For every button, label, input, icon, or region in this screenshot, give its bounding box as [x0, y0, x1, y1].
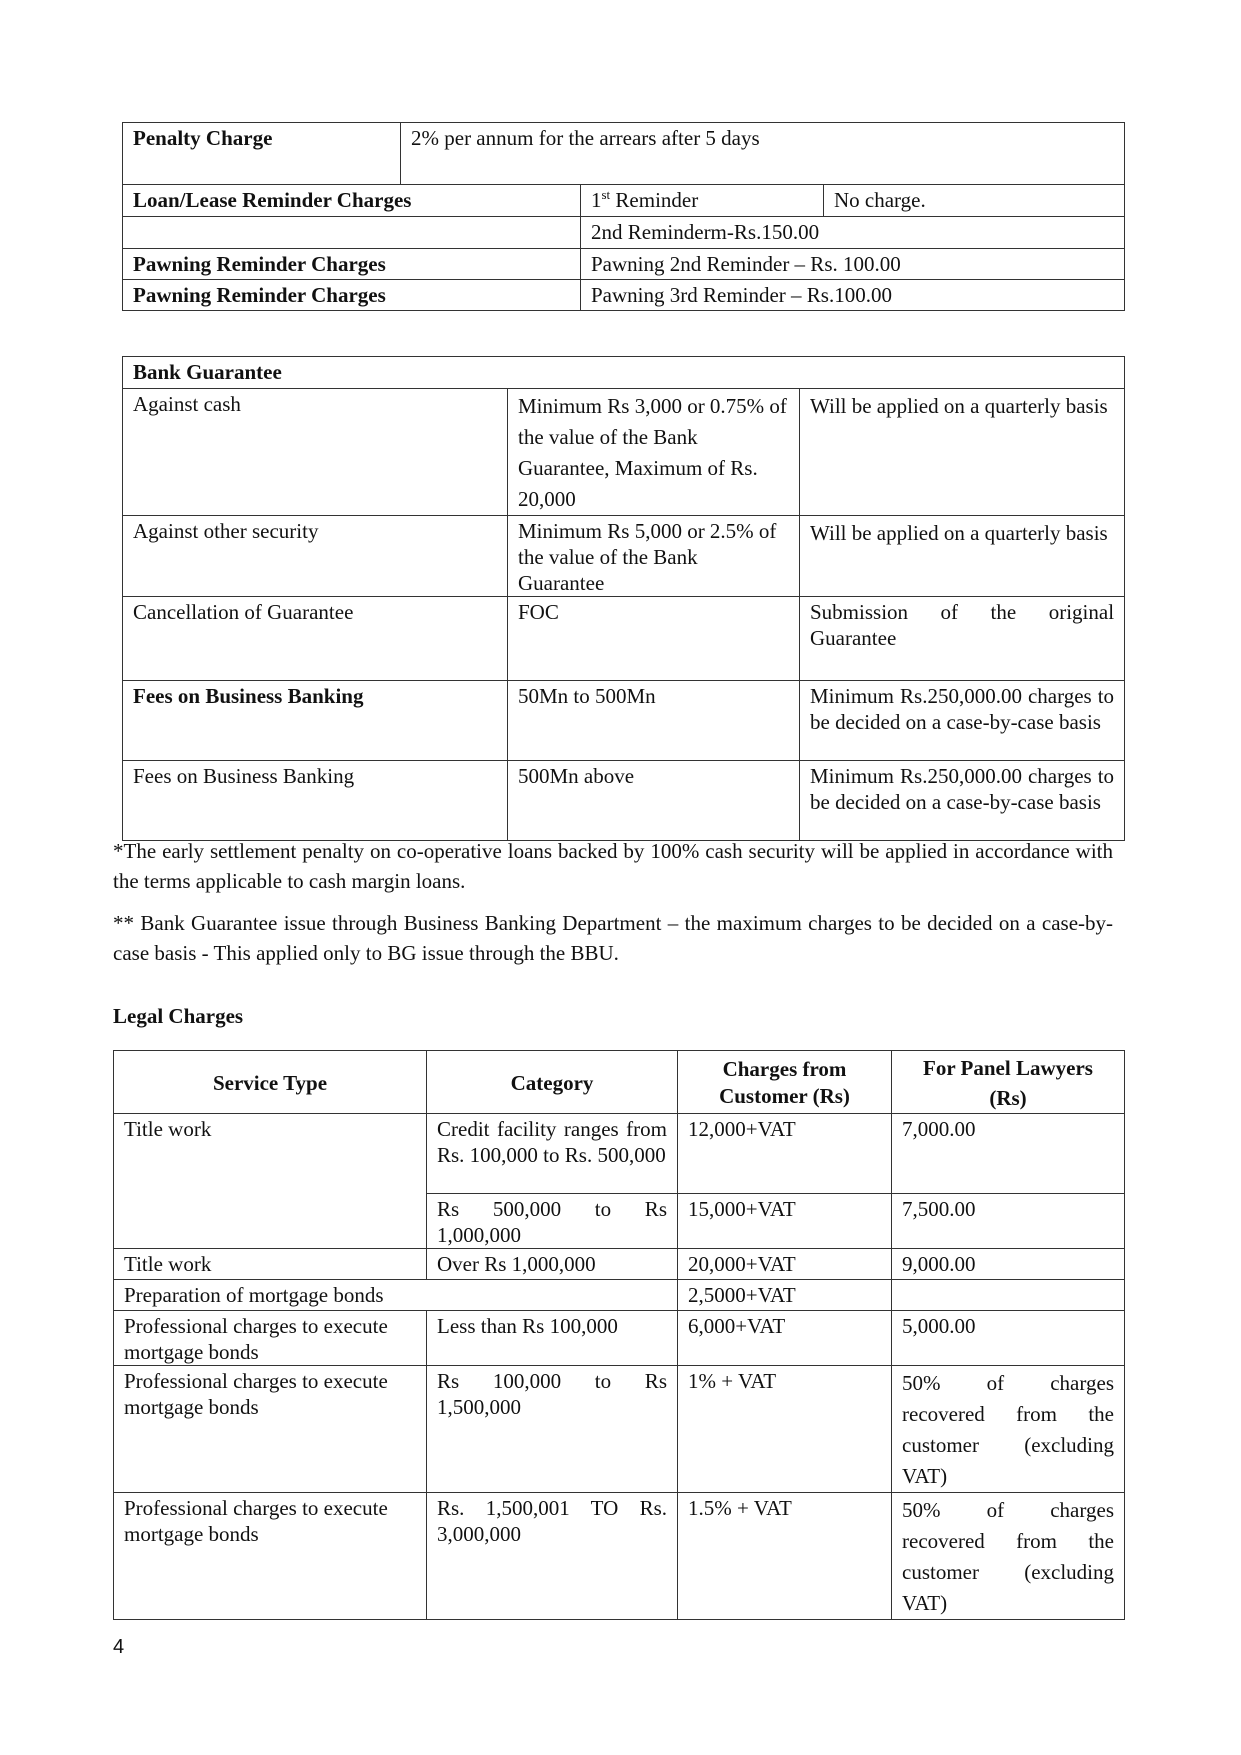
- bank-guarantee-title: Bank Guarantee: [123, 357, 1125, 389]
- service-type: Professional charges to execute mortgage bonds: [114, 1493, 427, 1620]
- guarantee-charge: Minimum Rs 5,000 or 2.5% of the value of the Bank Guarantee: [508, 516, 800, 597]
- lawyer-charge: 50% of charges recovered from the customer (excluding VAT): [892, 1493, 1125, 1620]
- footnotes: [113, 836, 1113, 968]
- table-row: [114, 1280, 1125, 1311]
- customer-charge: 1.5% + VAT: [678, 1493, 892, 1620]
- loan-lease-reminder-label: Loan/Lease Reminder Charges: [123, 185, 581, 217]
- lawyer-charge: 50% of charges recovered from the customer (excluding VAT): [892, 1366, 1125, 1493]
- category: Rs. 1,500,001 TO Rs. 3,000,000: [427, 1493, 678, 1620]
- customer-charge: 12,000+VAT: [678, 1114, 892, 1194]
- column-header: Charges from Customer (Rs): [678, 1051, 892, 1114]
- footnote-early-settlement: *The early settlement penalty on co-operative loans backed by 100% cash security will be applied in accordance with the terms applicable to cash margin loans.: [113, 839, 1113, 893]
- reminder-charges-table: [122, 122, 1125, 311]
- lawyer-charge: 9,000.00: [892, 1249, 1125, 1280]
- customer-charge: 1% + VAT: [678, 1366, 892, 1493]
- table-row: [114, 1249, 1125, 1280]
- first-reminder-label: 1st Reminder: [581, 185, 824, 217]
- customer-charge: 2,5000+VAT: [678, 1280, 892, 1311]
- service-type: Preparation of mortgage bonds: [114, 1280, 678, 1311]
- second-reminder-charge: 2nd Reminderm-Rs.150.00: [581, 217, 1125, 249]
- lawyer-charge: 5,000.00: [892, 1311, 1125, 1366]
- category: Rs 100,000 to Rs 1,500,000: [427, 1366, 678, 1493]
- table-row: [114, 1493, 1125, 1620]
- service-type: Title work: [114, 1114, 427, 1249]
- guarantee-type: Against other security: [123, 516, 508, 597]
- customer-charge: 20,000+VAT: [678, 1249, 892, 1280]
- penalty-charge-value: 2% per annum for the arrears after 5 days: [401, 123, 1125, 185]
- legal-charges-table: [113, 1050, 1125, 1620]
- lawyer-charge: [892, 1280, 1125, 1311]
- pawning-reminder-value: Pawning 3rd Reminder – Rs.100.00: [581, 280, 1125, 311]
- column-header: Service Type: [114, 1051, 427, 1114]
- table-row: [114, 1114, 1125, 1194]
- guarantee-note: Minimum Rs.250,000.00 charges to be decided on a case-by-case basis: [800, 681, 1125, 761]
- service-type: Professional charges to execute mortgage bonds: [114, 1366, 427, 1493]
- column-header: For Panel Lawyers (Rs): [892, 1051, 1125, 1114]
- penalty-charge-label: Penalty Charge: [123, 123, 401, 185]
- page-number: 4: [113, 1636, 125, 1658]
- guarantee-type: Fees on Business Banking: [123, 681, 508, 761]
- pawning-reminder-label: Pawning Reminder Charges: [123, 280, 581, 311]
- category: Rs 500,000 to Rs 1,000,000: [427, 1194, 678, 1249]
- customer-charge: 15,000+VAT: [678, 1194, 892, 1249]
- guarantee-type: Against cash: [123, 389, 508, 516]
- service-type: Title work: [114, 1249, 427, 1280]
- table-row: [114, 1311, 1125, 1366]
- column-header: Category: [427, 1051, 678, 1114]
- guarantee-charge: FOC: [508, 597, 800, 681]
- category: Credit facility ranges from Rs. 100,000 to Rs. 500,000: [427, 1114, 678, 1194]
- table-row: [114, 1366, 1125, 1493]
- lawyer-charge: 7,000.00: [892, 1114, 1125, 1194]
- first-reminder-charge: No charge.: [824, 185, 1125, 217]
- guarantee-note: Submission of the original Guarantee: [800, 597, 1125, 681]
- guarantee-note: Will be applied on a quarterly basis: [800, 389, 1125, 516]
- pawning-reminder-label: Pawning Reminder Charges: [123, 249, 581, 280]
- category: Less than Rs 100,000: [427, 1311, 678, 1366]
- guarantee-note: Minimum Rs.250,000.00 charges to be decided on a case-by-case basis: [800, 761, 1125, 841]
- pawning-reminder-value: Pawning 2nd Reminder – Rs. 100.00: [581, 249, 1125, 280]
- legal-charges-heading: Legal Charges: [113, 1004, 244, 1028]
- guarantee-type: Fees on Business Banking: [123, 761, 508, 841]
- bank-guarantee-table: [122, 356, 1125, 841]
- category: Over Rs 1,000,000: [427, 1249, 678, 1280]
- guarantee-charge: 50Mn to 500Mn: [508, 681, 800, 761]
- lawyer-charge: 7,500.00: [892, 1194, 1125, 1249]
- customer-charge: 6,000+VAT: [678, 1311, 892, 1366]
- guarantee-note: Will be applied on a quarterly basis: [800, 516, 1125, 597]
- footnote-bbu: ** Bank Guarantee issue through Business Banking Department – the maximum charges to be decided on a case-by-case basis - This applied only to BG issue through the BBU.: [113, 911, 1113, 965]
- service-type: Professional charges to execute mortgage bonds: [114, 1311, 427, 1366]
- guarantee-charge: Minimum Rs 3,000 or 0.75% of the value of the Bank Guarantee, Maximum of Rs. 20,000: [508, 389, 800, 516]
- guarantee-type: Cancellation of Guarantee: [123, 597, 508, 681]
- empty-cell: [123, 217, 581, 249]
- guarantee-charge: 500Mn above: [508, 761, 800, 841]
